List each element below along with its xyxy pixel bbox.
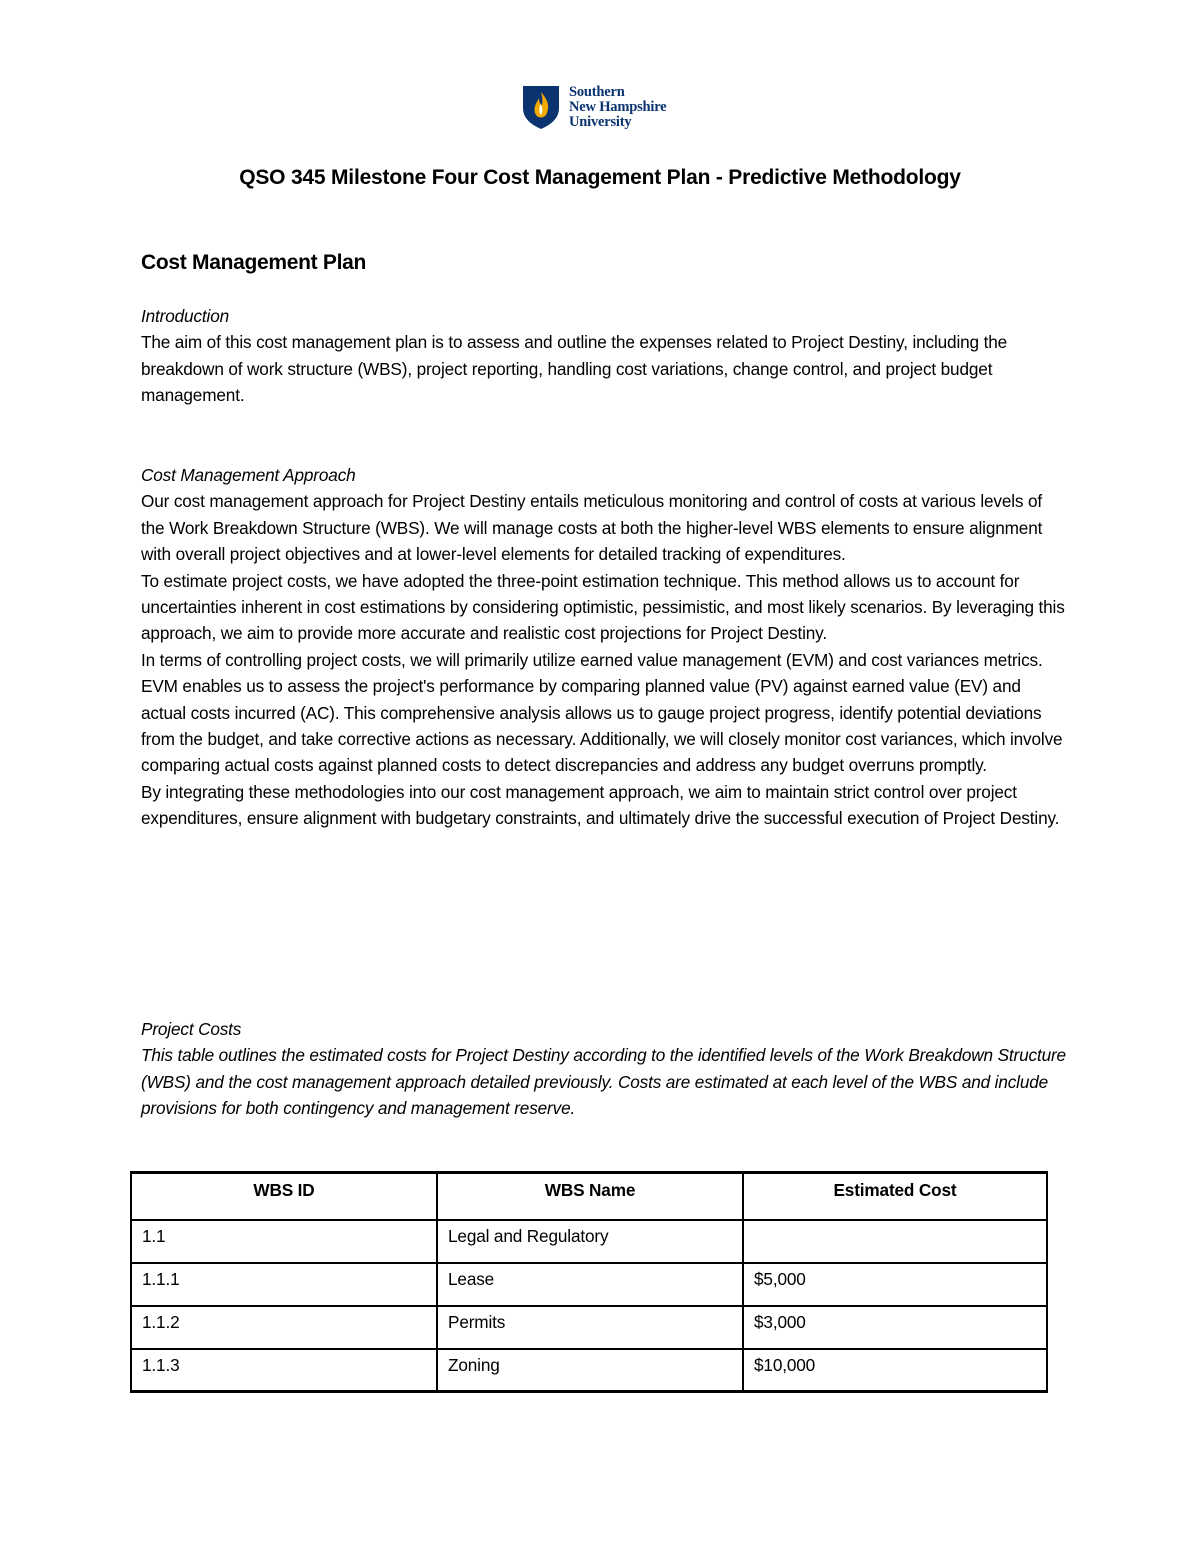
introduction-label: Introduction: [141, 306, 230, 326]
cell-estimated-cost: $10,000: [743, 1349, 1047, 1392]
table-row: [131, 1220, 1047, 1263]
snhu-logo: [521, 84, 666, 130]
cell-wbs-id: 1.1.1: [131, 1263, 437, 1306]
introduction-section: [141, 303, 1066, 409]
snhu-wordmark: [569, 85, 666, 130]
cell-estimated-cost: $5,000: [743, 1263, 1047, 1306]
table-row: [131, 1349, 1047, 1392]
header-estimated-cost: Estimated Cost: [743, 1173, 1047, 1220]
project-costs-label: Project Costs: [141, 1019, 242, 1039]
project-costs-description: This table outlines the estimated costs for Project Destiny according to the identified levels of the Work Breakdown Structure (WBS) and the cost management approach detailed previously. Costs are estimated at each level of the WBS and include provisions for both contingency and management reserve.: [141, 1045, 1066, 1119]
cell-estimated-cost: [743, 1220, 1047, 1263]
wbs-cost-table: [130, 1171, 1048, 1393]
section-heading: Cost Management Plan: [141, 251, 367, 274]
introduction-text: The aim of this cost management plan is to assess and outline the expenses related to Project Destiny, including the breakdown of work structure (WBS), project reporting, handling cost variations, change control, and project budget management.: [141, 332, 1008, 406]
document-title: QSO 345 Milestone Four Cost Management Plan - Predictive Methodology: [239, 166, 961, 189]
approach-section: [141, 462, 1066, 832]
cell-wbs-id: 1.1.2: [131, 1306, 437, 1349]
cell-wbs-name: Legal and Regulatory: [437, 1220, 743, 1263]
approach-paragraph: In terms of controlling project costs, we will primarily utilize earned value management (EVM) and cost variances metrics. EVM enables us to assess the project's performance by comparing planned value (PV) against earned value (EV) and actual costs incurred (AC). This comprehensive analysis allows us to gauge project progress, identify potential deviations from the budget, and take corrective actions as necessary. Additionally, we will closely monitor cost variances, which involve comparing actual costs against planned costs to detect discrepancies and address any budget overruns promptly.: [141, 649, 1063, 776]
approach-paragraph: By integrating these methodologies into our cost management approach, we aim to maintain strict control over project expenditures, ensure alignment with budgetary constraints, and ultimately drive the successful execution of Project Destiny.: [141, 781, 1060, 829]
project-costs-section: [141, 1016, 1066, 1122]
header-wbs-id: WBS ID: [131, 1173, 437, 1220]
table-row: [131, 1306, 1047, 1349]
header-wbs-name: WBS Name: [437, 1173, 743, 1220]
approach-paragraph: To estimate project costs, we have adopted the three-point estimation technique. This method allows us to account for uncertainties inherent in cost estimations by considering optimistic, pessimistic, and most likely scenarios. By leveraging this approach, we aim to provide more accurate and realistic cost projections for Project Destiny.: [141, 570, 1065, 644]
approach-paragraph: Our cost management approach for Project Destiny entails meticulous monitoring and control of costs at various levels of the Work Breakdown Structure (WBS). We will manage costs at both the higher-level WBS elements to ensure alignment with overall project objectives and at lower-level elements for detailed tracking of expenditures.: [141, 491, 1043, 565]
cell-wbs-name: Lease: [437, 1263, 743, 1306]
cell-wbs-name: Permits: [437, 1306, 743, 1349]
cell-wbs-name: Zoning: [437, 1349, 743, 1392]
logo-line-1: Southern: [569, 83, 625, 100]
snhu-shield-icon: [521, 84, 561, 130]
cell-estimated-cost: $3,000: [743, 1306, 1047, 1349]
table-row: [131, 1263, 1047, 1306]
table-header-row: [131, 1173, 1047, 1220]
cell-wbs-id: 1.1.3: [131, 1349, 437, 1392]
approach-label: Cost Management Approach: [141, 465, 356, 485]
cell-wbs-id: 1.1: [131, 1220, 437, 1263]
logo-line-3: University: [569, 113, 632, 130]
logo-line-2: New Hampshire: [569, 98, 667, 115]
